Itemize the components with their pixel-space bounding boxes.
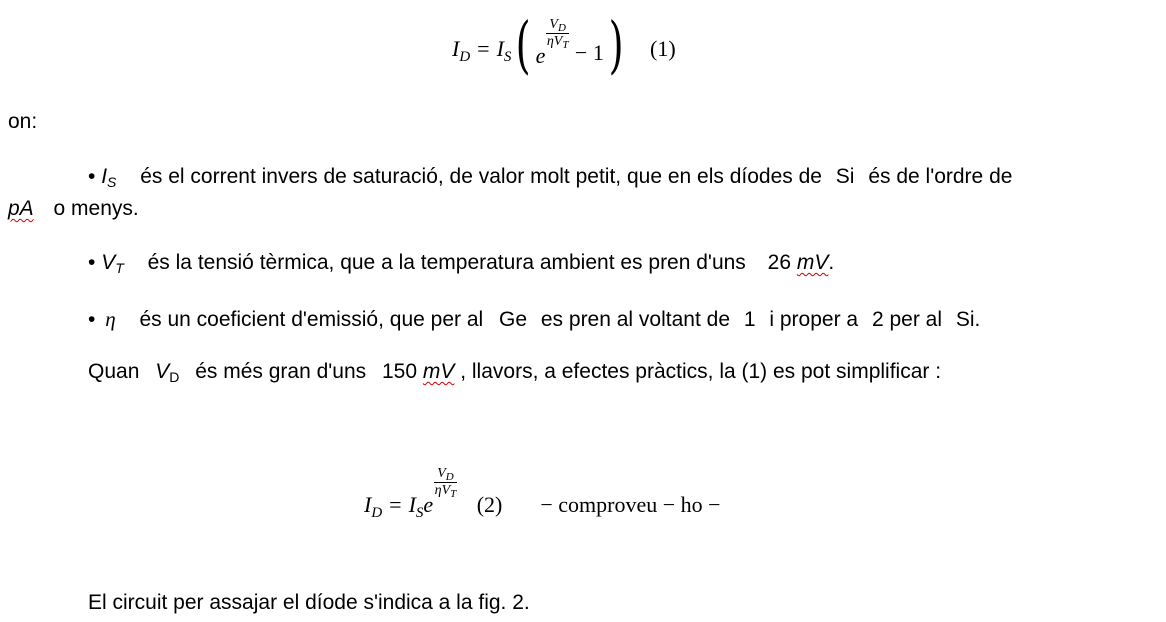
eq1-exponent-fraction: $\frac{V_D}{\eta V_T}$ [546, 16, 569, 51]
bullet-marker: • [88, 165, 96, 188]
eq2-label: (2) [476, 492, 503, 517]
eq1-right-paren: ) [608, 8, 624, 81]
bullet-eta [88, 307, 980, 332]
eq2-lhs: $I_D$ [364, 492, 383, 521]
equation-2 [364, 458, 721, 521]
bullet2-text: és la tensió tèrmica, que a la temperatura ambient es pren d'uns [147, 251, 746, 274]
eq1-exponential: e $\frac{V_D}{\eta V_T}$ [535, 16, 569, 68]
eq1-minus-one: − 1 [574, 40, 604, 65]
bullet-vt [88, 251, 834, 275]
bullet1-text3: o menys. [53, 197, 139, 220]
bullet2-period: . [828, 251, 835, 274]
bullet3-text2: es pren al voltant de [540, 308, 730, 331]
quan-word: Quan [88, 360, 140, 383]
intro-text: on: [8, 110, 38, 133]
bullet1-text: és el corrent invers de saturació, de valor molt petit, que en els díodes de [140, 165, 822, 188]
quan-paragraph [88, 360, 941, 384]
eq1-is: $I_S$ [496, 36, 512, 65]
eta-symbol: η [105, 307, 116, 331]
bullet3-one: 1 [743, 308, 756, 331]
eq2-equals: = [389, 492, 402, 517]
vt-symbol: VT [101, 251, 124, 276]
eq1-label: (1) [650, 36, 676, 61]
quan-rest: , llavors, a efectes pràctics, la (1) es pot simplificar : [460, 360, 942, 383]
bullet3-si: Si. [955, 308, 981, 331]
bullet1-si: Si [835, 165, 855, 188]
quan-value: 150 [381, 360, 418, 383]
bullet3-two: 2 [871, 308, 884, 331]
quan-mv-unit: mV [422, 360, 455, 383]
is-symbol: IS [101, 165, 117, 190]
eq2-note: − comproveu − ho − [540, 492, 721, 517]
bullet3-text4: per al [889, 308, 942, 331]
bullet-marker: • [88, 308, 96, 331]
bullet3-ge: Ge [499, 308, 528, 331]
eq1-left-paren: ( [516, 8, 532, 81]
bullet3-text3: i proper a [769, 308, 859, 331]
bullet1-text2: és de l'ordre de [868, 165, 1013, 188]
bullet2-value: 26 [767, 251, 791, 274]
bullet-is-continuation [8, 197, 139, 221]
bullet3-text: és un coeficient d'emissió, que per al [139, 308, 484, 331]
eq2-is: $I_S$ [408, 492, 424, 521]
pa-unit: pA [8, 197, 34, 220]
eq1-lhs: $I_D$ [452, 36, 471, 65]
bullet-marker: • [88, 251, 96, 274]
mv-unit: mV [796, 251, 829, 274]
quan-text: és més gran d'uns [195, 360, 367, 383]
equation-1 [452, 8, 676, 84]
closing-text: El circuit per assajar el díode s'indica a la fig. 2. [88, 591, 530, 614]
vd-symbol: VD [155, 360, 180, 385]
eq1-equals: = [477, 36, 490, 61]
eq2-exponential: e $\frac{V_D}{\eta V_T}$ [423, 466, 457, 517]
bullet-is [88, 165, 1012, 189]
eq2-exponent-fraction: $\frac{V_D}{\eta V_T}$ [434, 466, 457, 500]
